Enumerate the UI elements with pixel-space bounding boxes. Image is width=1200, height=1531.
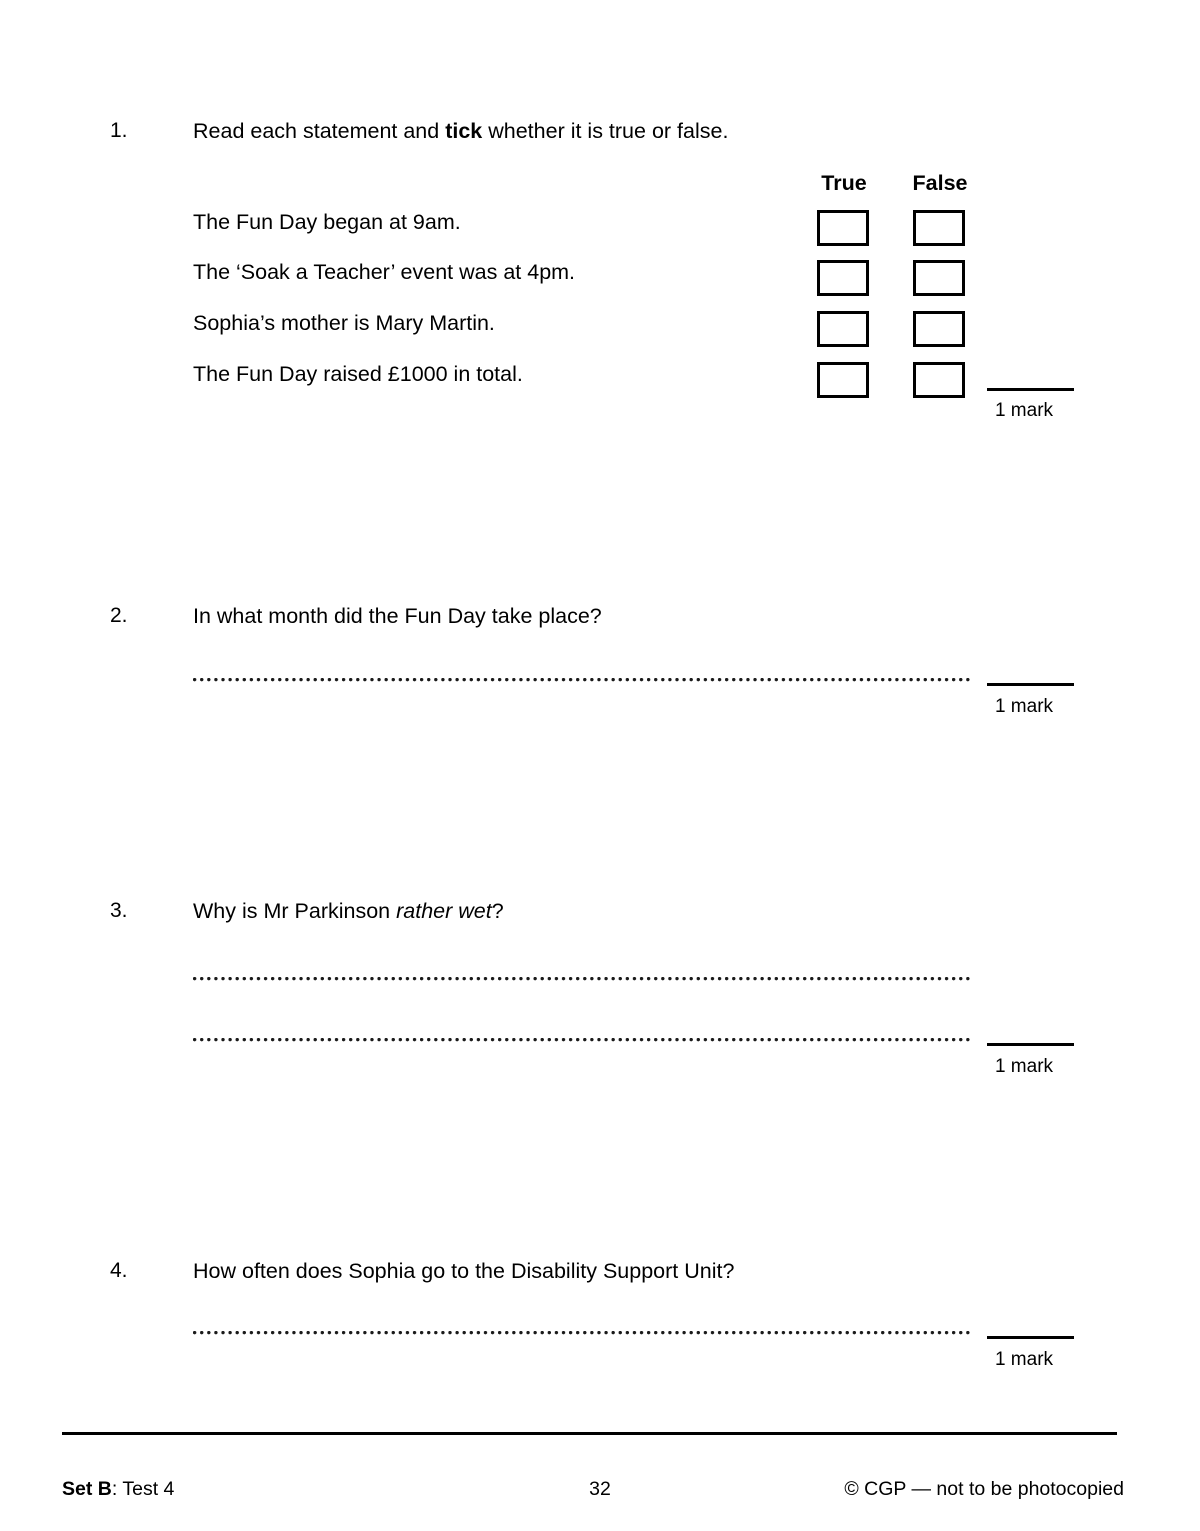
question-1-prompt bbox=[193, 118, 728, 144]
statement-text: The Fun Day raised £1000 in total. bbox=[193, 362, 523, 386]
page-footer bbox=[0, 1475, 1200, 1503]
answer-line[interactable] bbox=[193, 678, 973, 682]
question-3-prompt bbox=[193, 898, 504, 924]
column-header-false: False bbox=[912, 171, 968, 195]
answer-line[interactable] bbox=[193, 1331, 973, 1335]
question-1-prompt-bold: tick bbox=[445, 119, 483, 143]
question-3-prompt-italic: rather wet bbox=[396, 899, 492, 923]
question-1-prompt-part2: whether it is true or false. bbox=[482, 119, 729, 143]
checkbox-false[interactable] bbox=[913, 362, 965, 398]
column-header-true: True bbox=[821, 171, 867, 195]
mark-rule bbox=[987, 1043, 1074, 1046]
mark-rule bbox=[987, 1336, 1074, 1339]
mark-label: 1 mark bbox=[994, 1349, 1054, 1370]
mark-rule bbox=[987, 683, 1074, 686]
footer-copyright: © CGP — not to be photocopied bbox=[844, 1478, 1124, 1500]
checkbox-false[interactable] bbox=[913, 260, 965, 296]
mark-label: 1 mark bbox=[994, 696, 1054, 717]
question-3-prompt-part1: Why is Mr Parkinson bbox=[193, 899, 397, 923]
question-2-number: 2. bbox=[110, 604, 128, 627]
checkbox-true[interactable] bbox=[817, 311, 869, 347]
mark-rule bbox=[987, 388, 1074, 391]
checkbox-true[interactable] bbox=[817, 362, 869, 398]
checkbox-false[interactable] bbox=[913, 210, 965, 246]
statement-row bbox=[0, 257, 1200, 307]
answer-line[interactable] bbox=[193, 977, 973, 981]
checkbox-false[interactable] bbox=[913, 311, 965, 347]
footer-set-label: Set B bbox=[62, 1478, 112, 1500]
statement-row bbox=[0, 207, 1200, 257]
statement-text: The Fun Day began at 9am. bbox=[193, 210, 461, 234]
statement-row bbox=[0, 308, 1200, 358]
true-false-column-headers bbox=[0, 170, 1200, 196]
footer-divider bbox=[62, 1432, 1117, 1435]
mark-label: 1 mark bbox=[994, 1056, 1054, 1077]
statement-text: Sophia’s mother is Mary Martin. bbox=[193, 311, 495, 335]
question-1-prompt-part1: Read each statement and bbox=[193, 119, 446, 143]
question-4-prompt: How often does Sophia go to the Disability Support Unit? bbox=[193, 1259, 735, 1283]
footer-test-label: : Test 4 bbox=[111, 1478, 175, 1500]
mark-label: 1 mark bbox=[994, 400, 1054, 421]
question-3-number: 3. bbox=[110, 899, 128, 922]
statement-text: The ‘Soak a Teacher’ event was at 4pm. bbox=[193, 260, 576, 284]
question-2-prompt: In what month did the Fun Day take place? bbox=[193, 604, 602, 628]
question-3-prompt-part2: ? bbox=[491, 899, 504, 923]
checkbox-true[interactable] bbox=[817, 210, 869, 246]
answer-line[interactable] bbox=[193, 1038, 973, 1042]
question-1-number: 1. bbox=[110, 119, 128, 142]
footer-page-number: 32 bbox=[589, 1478, 611, 1500]
checkbox-true[interactable] bbox=[817, 260, 869, 296]
question-4-number: 4. bbox=[110, 1259, 128, 1282]
